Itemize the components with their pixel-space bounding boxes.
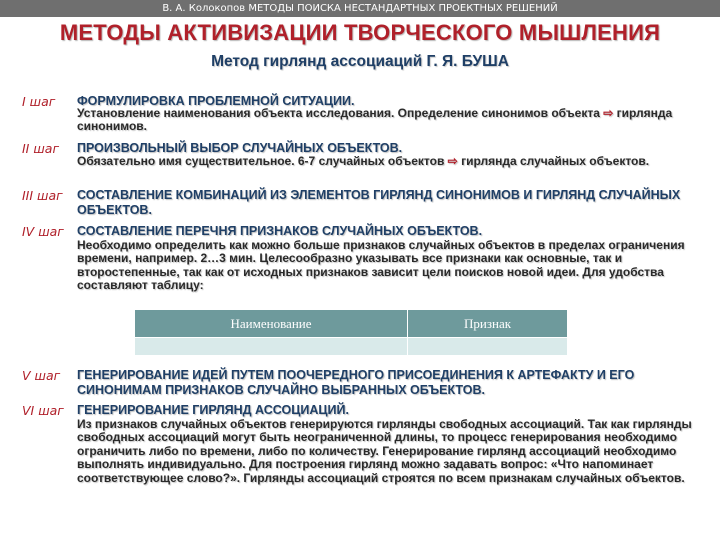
- table-cell: [408, 338, 568, 356]
- step-2-desc-text: Обязательно имя существительное. 6-7 случайных объектов: [77, 154, 448, 168]
- table-row: [135, 338, 568, 356]
- table-header-row: [135, 310, 568, 338]
- step-1-label: I шаг: [22, 94, 56, 109]
- slide-subtitle: Метод гирлянд ассоциаций Г. Я. БУША: [211, 53, 509, 70]
- step-1-desc-text: Установление наименования объекта исследования. Определение синонимов объекта: [77, 106, 604, 120]
- step-4-label: IV шаг: [22, 224, 64, 239]
- table-header-name: Наименование: [135, 310, 408, 338]
- step-5-label: V шаг: [22, 368, 61, 383]
- step-4-description: Необходимо определить как можно больше признаков случайных объектов в пределах ограничения времени, например. 2…3 мин. Целесообразно указывать все признаки как основные, так и второстепенные, так как от исходных признаков зависит цели поисков новой идеи. Для удобства составляют таблицу:: [77, 238, 685, 293]
- features-table: [134, 309, 568, 356]
- step-3-heading: СОСТАВЛЕНИЕ КОМБИНАЦИЙ ИЗ ЭЛЕМЕНТОВ ГИРЛЯНД СИНОНИМОВ И ГИРЛЯНД СЛУЧАЙНЫХ ОБЪЕКТОВ.: [77, 188, 681, 217]
- step-5-heading: ГЕНЕРИРОВАНИЕ ИДЕЙ ПУТЕМ ПООЧЕРЕДНОГО ПРИСОЕДИНЕНИЯ К АРТЕФАКТУ И ЕГО СИНОНИМАМ ПРИЗНАКОВ СЛУЧАЙНО ВЫБРАННЫХ ОБЪЕКТОВ.: [77, 368, 635, 397]
- step-6-heading: ГЕНЕРИРОВАНИЕ ГИРЛЯНД АССОЦИАЦИЙ.: [77, 403, 349, 417]
- table-cell: [135, 338, 408, 356]
- slide-title: МЕТОДЫ АКТИВИЗАЦИИ ТВОРЧЕСКОГО МЫШЛЕНИЯ: [59, 20, 661, 45]
- table-header-feature: Признак: [408, 310, 568, 338]
- step-2-desc-text-end: гирлянда случайных объектов.: [457, 154, 650, 168]
- step-1-desc-text-end: гирлянда синонимов.: [77, 106, 673, 134]
- right-arrow-icon: ⇨: [447, 154, 458, 168]
- step-2-heading: ПРОИЗВОЛЬНЫЙ ВЫБОР СЛУЧАЙНЫХ ОБЪЕКТОВ.: [77, 141, 403, 155]
- step-6-description: Из признаков случайных объектов генерируются гирлянды свободных ассоциаций. Так как гирлянды свободных ассоциаций могут быть неограниченной длины, то процесс генерирования необходимо ограничить либо по времени, либо по количеству. Генерирование гирлянд ассоциаций необходимо выполнять индивидуально. Для построения гирлянд можно задавать вопрос: «Что напоминает соответствующее слово?». Гирлянды ассоциаций строятся по всем признакам случайных объектов.: [77, 417, 692, 485]
- step-1-description: [77, 107, 702, 134]
- right-arrow-icon: ⇨: [603, 106, 614, 120]
- step-2-description: [77, 155, 702, 168]
- presentation-header: В. А. Колокопов МЕТОДЫ ПОИСКА НЕСТАНДАРТНЫХ ПРОЕКТНЫХ РЕШЕНИЙ: [0, 0, 720, 17]
- step-2-label: II шаг: [22, 141, 60, 156]
- step-3-label: III шаг: [22, 188, 63, 203]
- step-6-label: VI шаг: [22, 403, 64, 418]
- step-1-heading: ФОРМУЛИРОВКА ПРОБЛЕМНОЙ СИТУАЦИИ.: [77, 94, 355, 108]
- step-4-heading: СОСТАВЛЕНИЕ ПЕРЕЧНЯ ПРИЗНАКОВ СЛУЧАЙНЫХ ОБЪЕКТОВ.: [77, 224, 483, 238]
